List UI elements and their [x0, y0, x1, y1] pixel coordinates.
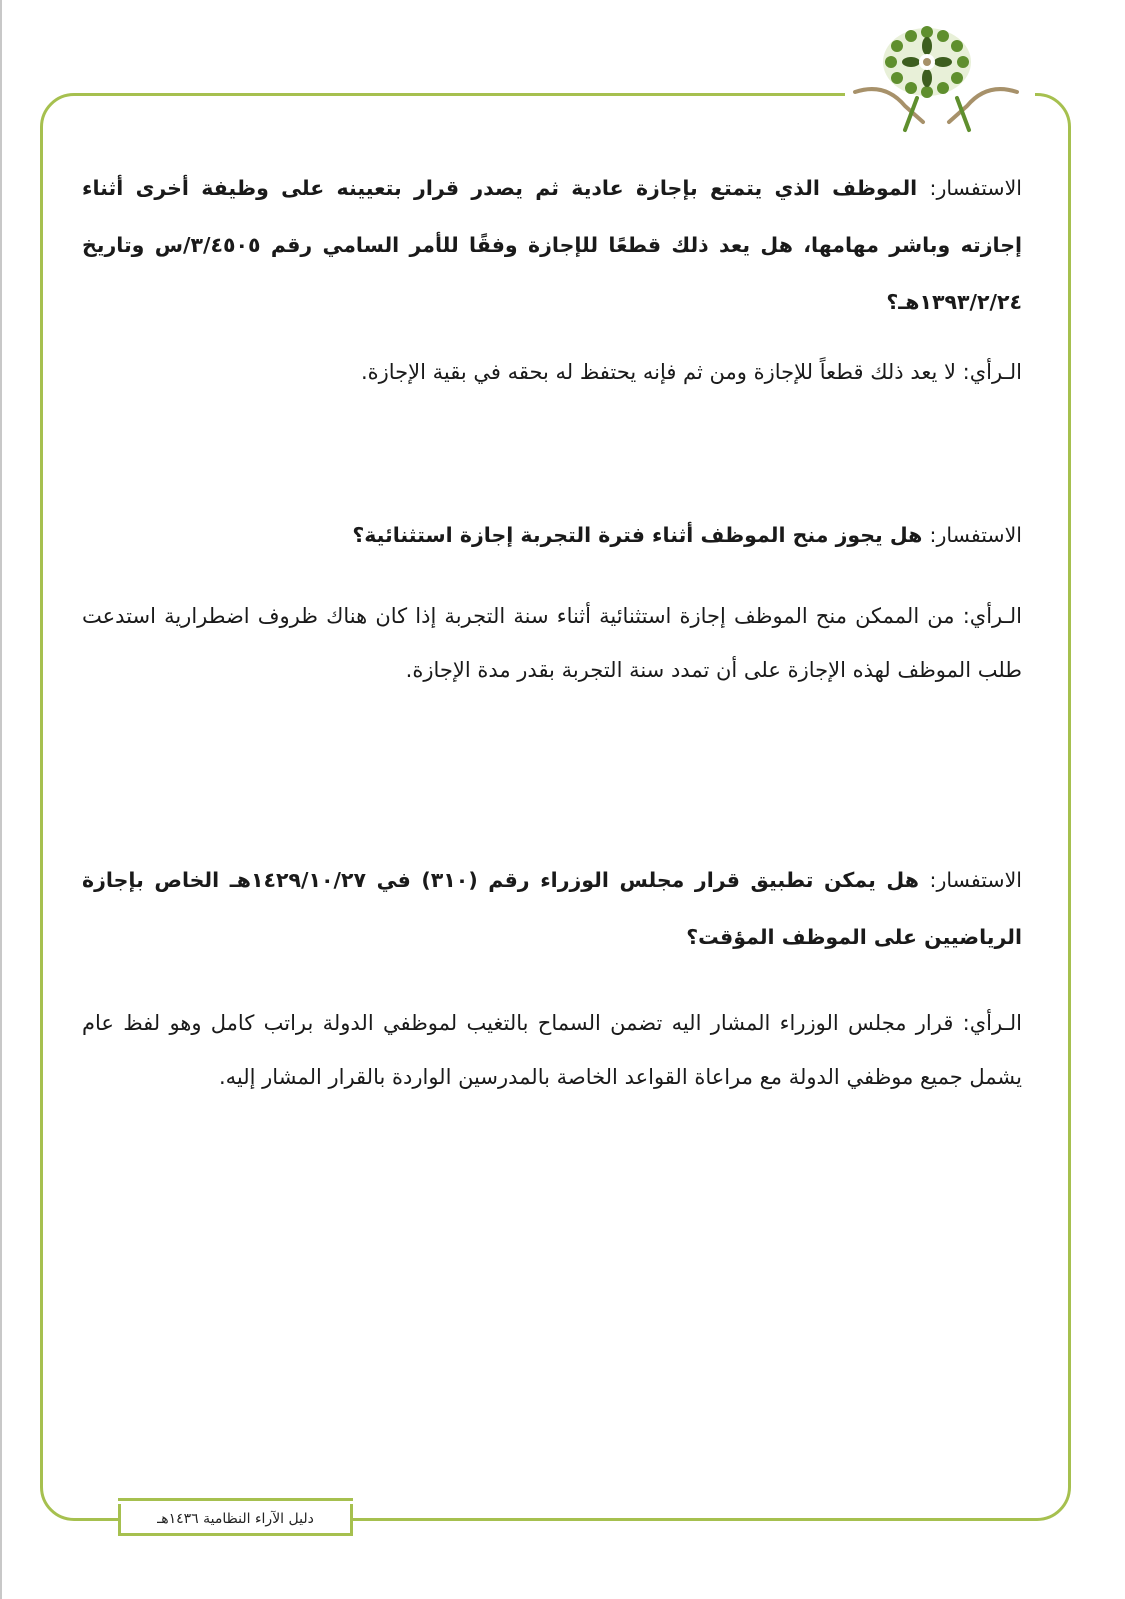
answer-label: الـرأي:	[962, 604, 1023, 628]
question-text: هل يمكن تطبيق قرار مجلس الوزراء رقم (٣١٠) في ١٤٢٩/١٠/٢٧هـ الخاص بإجازة الرياضيين على الموظف المؤقت؟	[82, 868, 1022, 949]
question-2	[82, 507, 1022, 564]
question-label: الاستفسار:	[929, 176, 1022, 200]
answer-label: الـرأي:	[962, 360, 1022, 384]
answer-2	[82, 589, 1022, 697]
answer-3	[82, 996, 1022, 1104]
question-label: الاستفسار:	[929, 868, 1022, 892]
page-edge-rule	[0, 0, 2, 1599]
answer-text: لا يعد ذلك قطعاً للإجازة ومن ثم فإنه يحتفظ له بحقه في بقية الإجازة.	[360, 360, 956, 384]
answer-label: الـرأي:	[962, 1011, 1022, 1035]
entry-2	[82, 507, 1022, 697]
footer-rule	[118, 1498, 353, 1501]
footer-label	[118, 1504, 353, 1536]
entry-1	[82, 160, 1022, 399]
footer-text: دليل الآراء النظامية ١٤٣٦هـ	[157, 1510, 314, 1527]
answer-text: قرار مجلس الوزراء المشار اليه تضمن السماح بالتغيب لموظفي الدولة براتب كامل وهو لفظ عام يشمل جميع موظفي الدولة مع مراعاة القواعد الخاصة بالمدرسين الواردة بالقرار المشار إليه.	[82, 1011, 1022, 1089]
answer-1	[82, 345, 1022, 399]
question-text: هل يجوز منح الموظف أثناء فترة التجربة إجازة استثنائية؟	[352, 523, 923, 547]
answer-text: من الممكن منح الموظف إجازة استثنائية أثناء سنة التجربة إذا كان هناك ظروف اضطرارية استدعت طلب الموظف لهذه الإجازة على أن تمدد سنة التجربة بقدر مدة الإجازة.	[82, 604, 1022, 682]
saudi-government-emblem-icon	[845, 14, 1035, 139]
question-3	[82, 852, 1022, 966]
question-label: الاستفسار:	[929, 523, 1022, 547]
entry-3	[82, 852, 1022, 1104]
question-1	[82, 160, 1022, 331]
question-text: الموظف الذي يتمتع بإجازة عادية ثم يصدر قرار بتعيينه على وظيفة أخرى أثناء إجازته وباشر مهامها، هل يعد ذلك قطعًا للإجازة وفقًا للأمر السامي رقم ٣/٤٥٠٥/س وتاريخ ١٣٩٣/٢/٢٤هـ؟	[82, 176, 1022, 314]
